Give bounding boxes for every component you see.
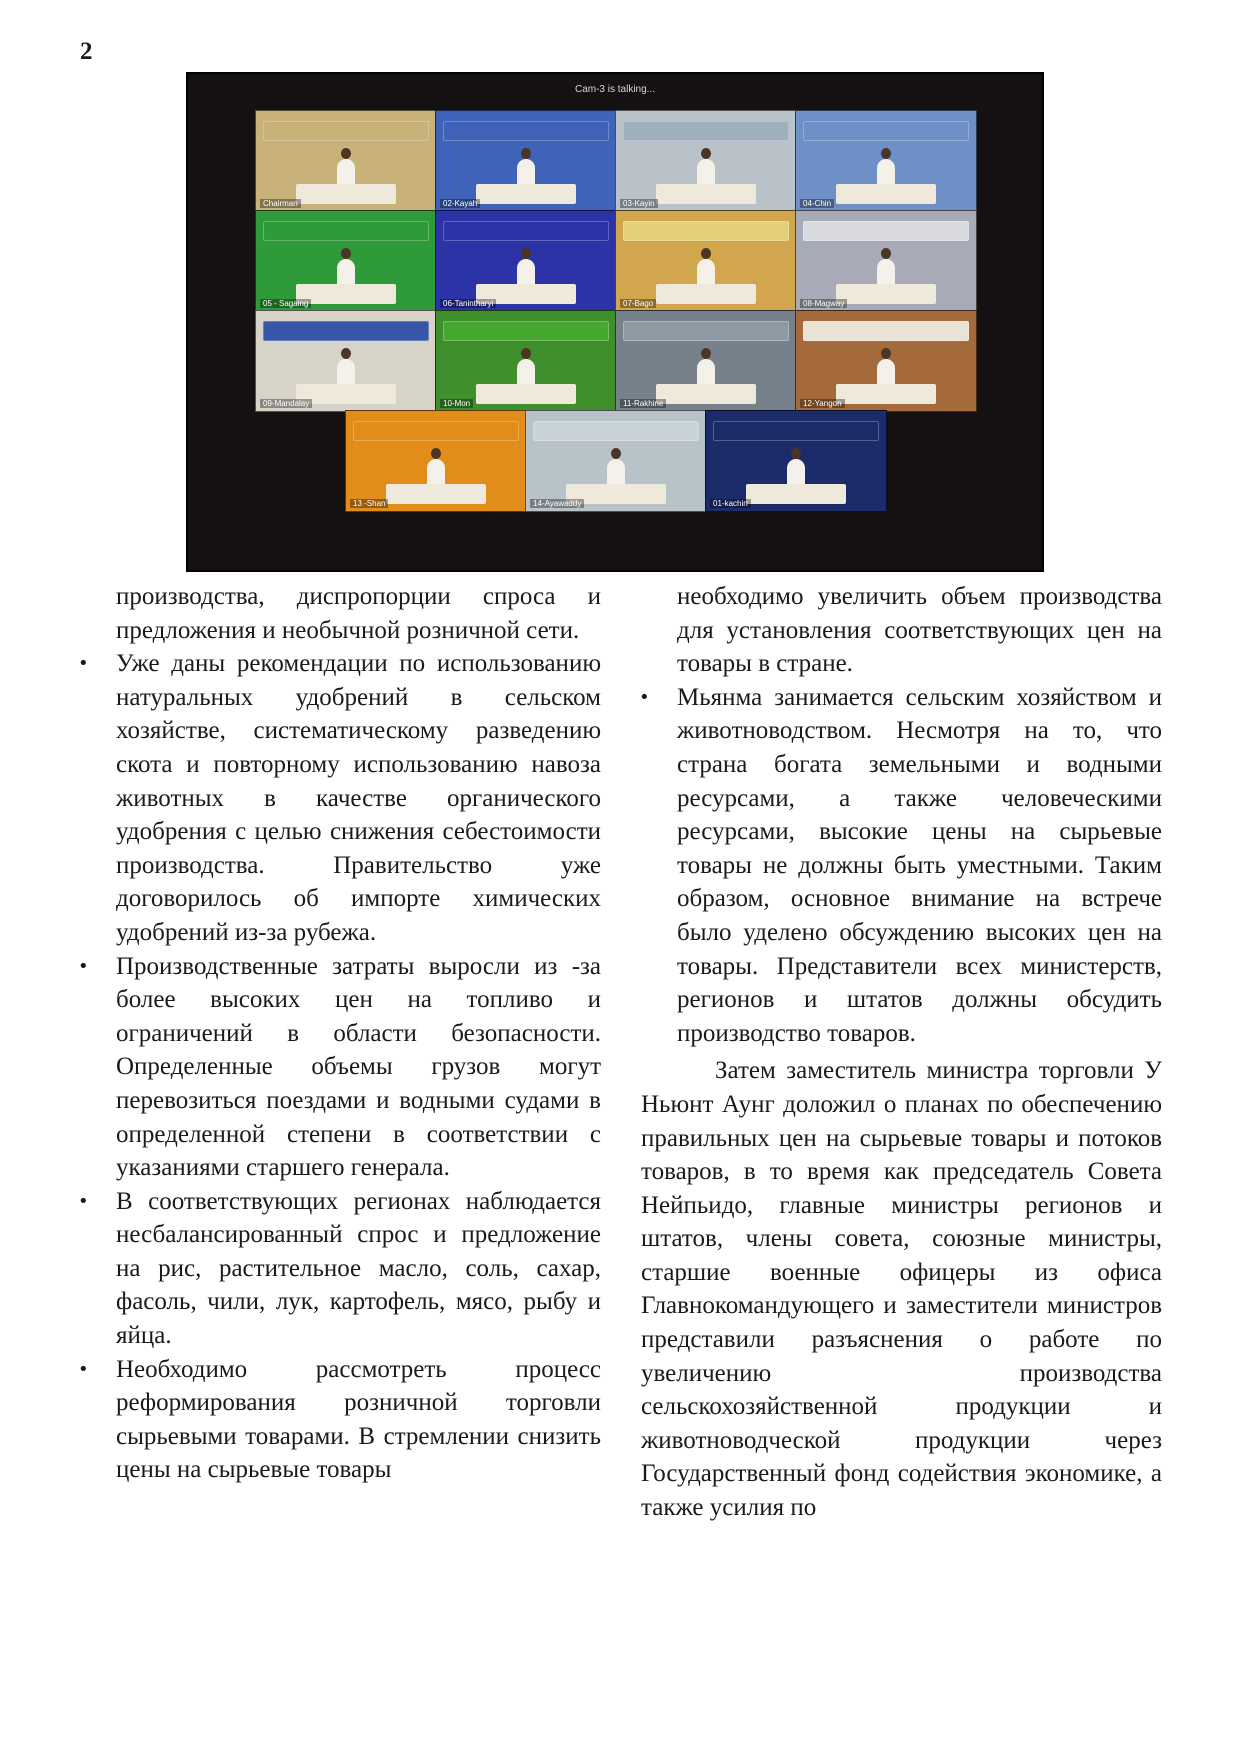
desk [476, 184, 577, 204]
tile-label: 12-Yangon [800, 399, 845, 408]
right-intro: необходимо увеличить объем производства для установления соответствующих цен на товары в стране. [677, 583, 1162, 678]
banner-sign [623, 321, 789, 341]
tile-label: 14-Ayawaddy [530, 499, 584, 508]
bullet-icon: • [78, 955, 89, 977]
desk [836, 384, 937, 404]
list-item [78, 647, 601, 949]
list-item [78, 950, 601, 1185]
banner-sign [443, 121, 609, 141]
banner-sign [623, 121, 789, 141]
video-tile [435, 210, 617, 312]
list-item [639, 681, 1162, 1051]
bullet-icon: • [78, 653, 89, 675]
participant [517, 259, 535, 287]
tile-label: 02-Kayah [440, 199, 480, 208]
desk [656, 384, 757, 404]
banner-sign [263, 221, 429, 241]
video-tile [615, 110, 797, 212]
tile-label: 07-Bago [620, 299, 656, 308]
body-paragraph: Затем заместитель министра торговли У Ньюнт Аунг доложил о планах по обеспечению правильных цен на сырьевые товары и потоков товаров, в то время как председатель Совета Нейпьидо, главные министры регионов и штатов, члены совета, союзные министры, старшие военные офицеры из офиса Главнокомандующего и заместители министров представили разъяснения о работе по увеличению производства сельскохозяйственной продукции и животноводческой продукции через Государственный фонд содействия экономике, а также усилия по [641, 1057, 1162, 1522]
banner-sign [803, 321, 969, 341]
video-tile [795, 310, 977, 412]
list-item [78, 1185, 601, 1353]
desk [656, 184, 757, 204]
banner-sign [443, 221, 609, 241]
desk [836, 184, 937, 204]
participant [787, 459, 805, 487]
banner-sign [263, 321, 429, 341]
banner-sign [623, 221, 789, 241]
participant [877, 159, 895, 187]
video-conference-photo [186, 72, 1044, 572]
desk [836, 284, 937, 304]
left-intro: производства, диспропорции спроса и предложения и необычной розничной сети. [116, 583, 601, 644]
banner-sign [803, 121, 969, 141]
right-bullet-list [639, 681, 1162, 1051]
video-tile [345, 410, 527, 512]
banner-sign [533, 421, 699, 441]
list-item-text: Производственные затраты выросли из -за более высоких цен на топливо и ограничений в области безопасности. Определенные объемы грузов могут перевозиться поездами и водными судами в определенной степени в соответствии с указаниями старшего генерала. [116, 952, 601, 1182]
video-tile [705, 410, 887, 512]
bullet-icon: • [78, 1190, 89, 1212]
video-tile [255, 310, 437, 412]
desk [476, 384, 577, 404]
participant [337, 359, 355, 387]
video-tile [795, 210, 977, 312]
desk [296, 184, 397, 204]
tile-label: 05 - Sagaing [260, 299, 311, 308]
participant [697, 259, 715, 287]
tile-label: 11-Rakhine [620, 399, 666, 408]
desk [656, 284, 757, 304]
video-tile [435, 310, 617, 412]
tile-label: 08-Magway [800, 299, 847, 308]
tile-label: 13 -Shan [350, 499, 388, 508]
desk [746, 484, 847, 504]
video-tile [525, 410, 707, 512]
left-bullet-list [78, 647, 601, 1487]
banner-sign [263, 121, 429, 141]
list-item-text: Мьянма занимается сельским хозяйством и животноводством. Несмотря на то, что страна богата земельными и водными ресурсами, а также человеческими ресурсами, высокие цены на сырьевые товары не должны быть уместными. Таким образом, основное внимание на встрече было уделено обсуждению высоких цен на товары. Представители всех министерств, регионов и штатов должны обсудить производство товаров. [677, 683, 1162, 1047]
desk [386, 484, 487, 504]
bullet-icon: • [78, 1358, 89, 1380]
speaker-status: Cam-3 is talking... [574, 84, 656, 95]
participant [337, 259, 355, 287]
page-number: 2 [80, 38, 93, 65]
participant [337, 159, 355, 187]
tile-label: 06-Tanintharyi [440, 299, 496, 308]
participant [607, 459, 625, 487]
banner-sign [803, 221, 969, 241]
tile-label: Chairman [260, 199, 301, 208]
tile-label: 10-Mon [440, 399, 473, 408]
participant [517, 359, 535, 387]
list-item-text: Необходимо рассмотреть процесс реформирования розничной торговли сырьевыми товарами. В стремлении снизить цены на сырьевые товары [116, 1355, 601, 1484]
participant [877, 259, 895, 287]
video-tile [615, 210, 797, 312]
tile-label: 03-Kayin [620, 199, 658, 208]
right-column [641, 580, 1162, 1525]
video-tile [255, 210, 437, 312]
video-tile [255, 110, 437, 212]
video-tile [615, 310, 797, 412]
list-item-text: Уже даны рекомендации по использованию натуральных удобрений в сельском хозяйстве, систематическому разведению скота и повторному использованию навоза животных в качестве органического удобрения с целью снижения себестоимости производства. Правительство уже договорилось об импорте химических удобрений из-за рубежа. [116, 650, 601, 946]
banner-sign [353, 421, 519, 441]
list-item-text: В соответствующих регионах наблюдается несбалансированный спрос и предложение на рис, растительное масло, соль, сахар, фасоль, чили, лук, картофель, мясо, рыбу и яйца. [116, 1187, 601, 1350]
participant [697, 159, 715, 187]
video-tile [435, 110, 617, 212]
tile-label: 01-kachin [710, 499, 751, 508]
participant [697, 359, 715, 387]
list-item [78, 1353, 601, 1487]
left-column [78, 580, 601, 1487]
participant [877, 359, 895, 387]
participant [517, 159, 535, 187]
participant [427, 459, 445, 487]
video-tile [795, 110, 977, 212]
tile-label: 04-Chin [800, 199, 834, 208]
tile-label: 09-Mandalay [260, 399, 312, 408]
banner-sign [713, 421, 879, 441]
banner-sign [443, 321, 609, 341]
bullet-icon: • [639, 686, 650, 708]
